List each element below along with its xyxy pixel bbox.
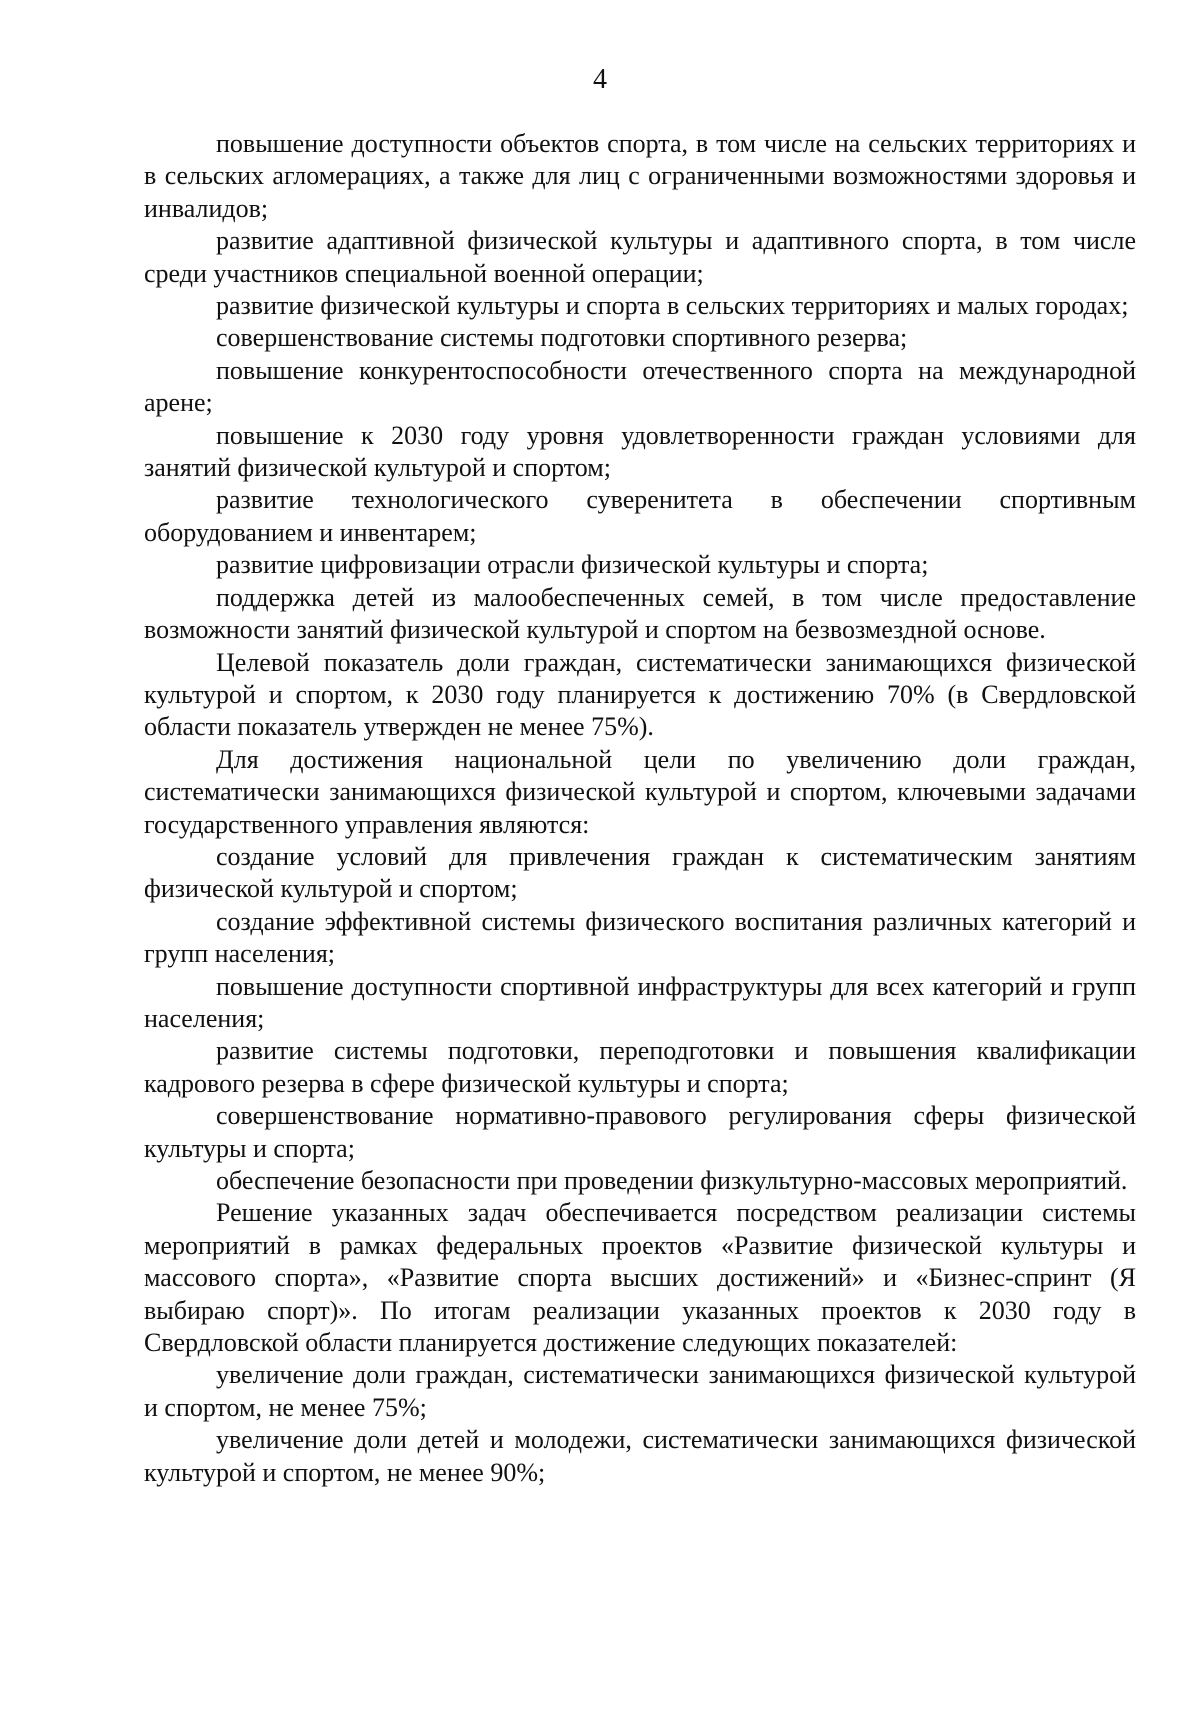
- paragraph: развитие адаптивной физической культуры и адаптивного спорта, в том числе среди участников специальной военной операции;: [144, 226, 1136, 288]
- paragraph: развитие цифровизации отрасли физической культуры и спорта;: [216, 550, 929, 580]
- paragraph: увеличение доли детей и молодежи, систематически занимающихся физической культурой и спортом, не менее 90%;: [144, 1425, 1136, 1487]
- paragraph: Решение указанных задач обеспечивается посредством реализации системы мероприятий в рамках федеральных проектов «Развитие физической культуры и массового спорта», «Развитие спорта высших достижений» и «Бизнес-спринт (Я выбираю спорт)». По итогам реализации указанных проектов к 2030 году в Свердловской области планируется достижение следующих показателей:: [144, 1198, 1136, 1358]
- document-body: [144, 128, 1136, 1489]
- paragraph: Целевой показатель доли граждан, систематически занимающихся физической культурой и спортом, к 2030 году планируется к достижению 70% (в Свердловской области показатель утвержден не менее 75%).: [144, 647, 1136, 742]
- paragraph: повышение доступности спортивной инфраструктуры для всех категорий и групп населения;: [144, 971, 1136, 1033]
- paragraph: совершенствование нормативно-правового регулирования сферы физической культуры и спорта;: [144, 1101, 1136, 1163]
- paragraph: повышение к 2030 году уровня удовлетворенности граждан условиями для занятий физической культурой и спортом;: [144, 420, 1136, 483]
- paragraph: повышение доступности объектов спорта, в том числе на сельских территориях и в сельских агломерациях, а также для лиц с ограниченными возможностями здоровья и инвалидов;: [144, 129, 1136, 223]
- paragraph: создание условий для привлечения граждан к систематическим занятиям физической культурой и спортом;: [144, 841, 1136, 904]
- paragraph: Для достижения национальной цели по увеличению доли граждан, систематически занимающихся физической культурой и спортом, ключевыми задачами государственного управления являются:: [144, 744, 1136, 839]
- paragraph: обеспечение безопасности при проведении физкультурно-массовых мероприятий.: [216, 1166, 1128, 1195]
- paragraph: поддержка детей из малообеспеченных семей, в том числе предоставление возможности занятий физической культурой и спортом на безвозмездной основе.: [144, 582, 1136, 645]
- page-number: 4: [593, 64, 607, 95]
- paragraph: повышение конкурентоспособности отечественного спорта на международной арене;: [144, 355, 1136, 418]
- paragraph: развитие физической культуры и спорта в сельских территориях и малых городах;: [216, 291, 1129, 321]
- paragraph: создание эффективной системы физического воспитания различных категорий и групп населения;: [144, 906, 1136, 969]
- paragraph: развитие системы подготовки, переподготовки и повышения квалификации кадрового резерва в сфере физической культуры и спорта;: [144, 1036, 1136, 1098]
- paragraph: совершенствование системы подготовки спортивного резерва;: [216, 323, 908, 353]
- paragraph: увеличение доли граждан, систематически занимающихся физической культурой и спортом, не менее 75%;: [144, 1360, 1136, 1422]
- paragraph: развитие технологического суверенитета в обеспечении спортивным оборудованием и инвентарем;: [144, 485, 1136, 547]
